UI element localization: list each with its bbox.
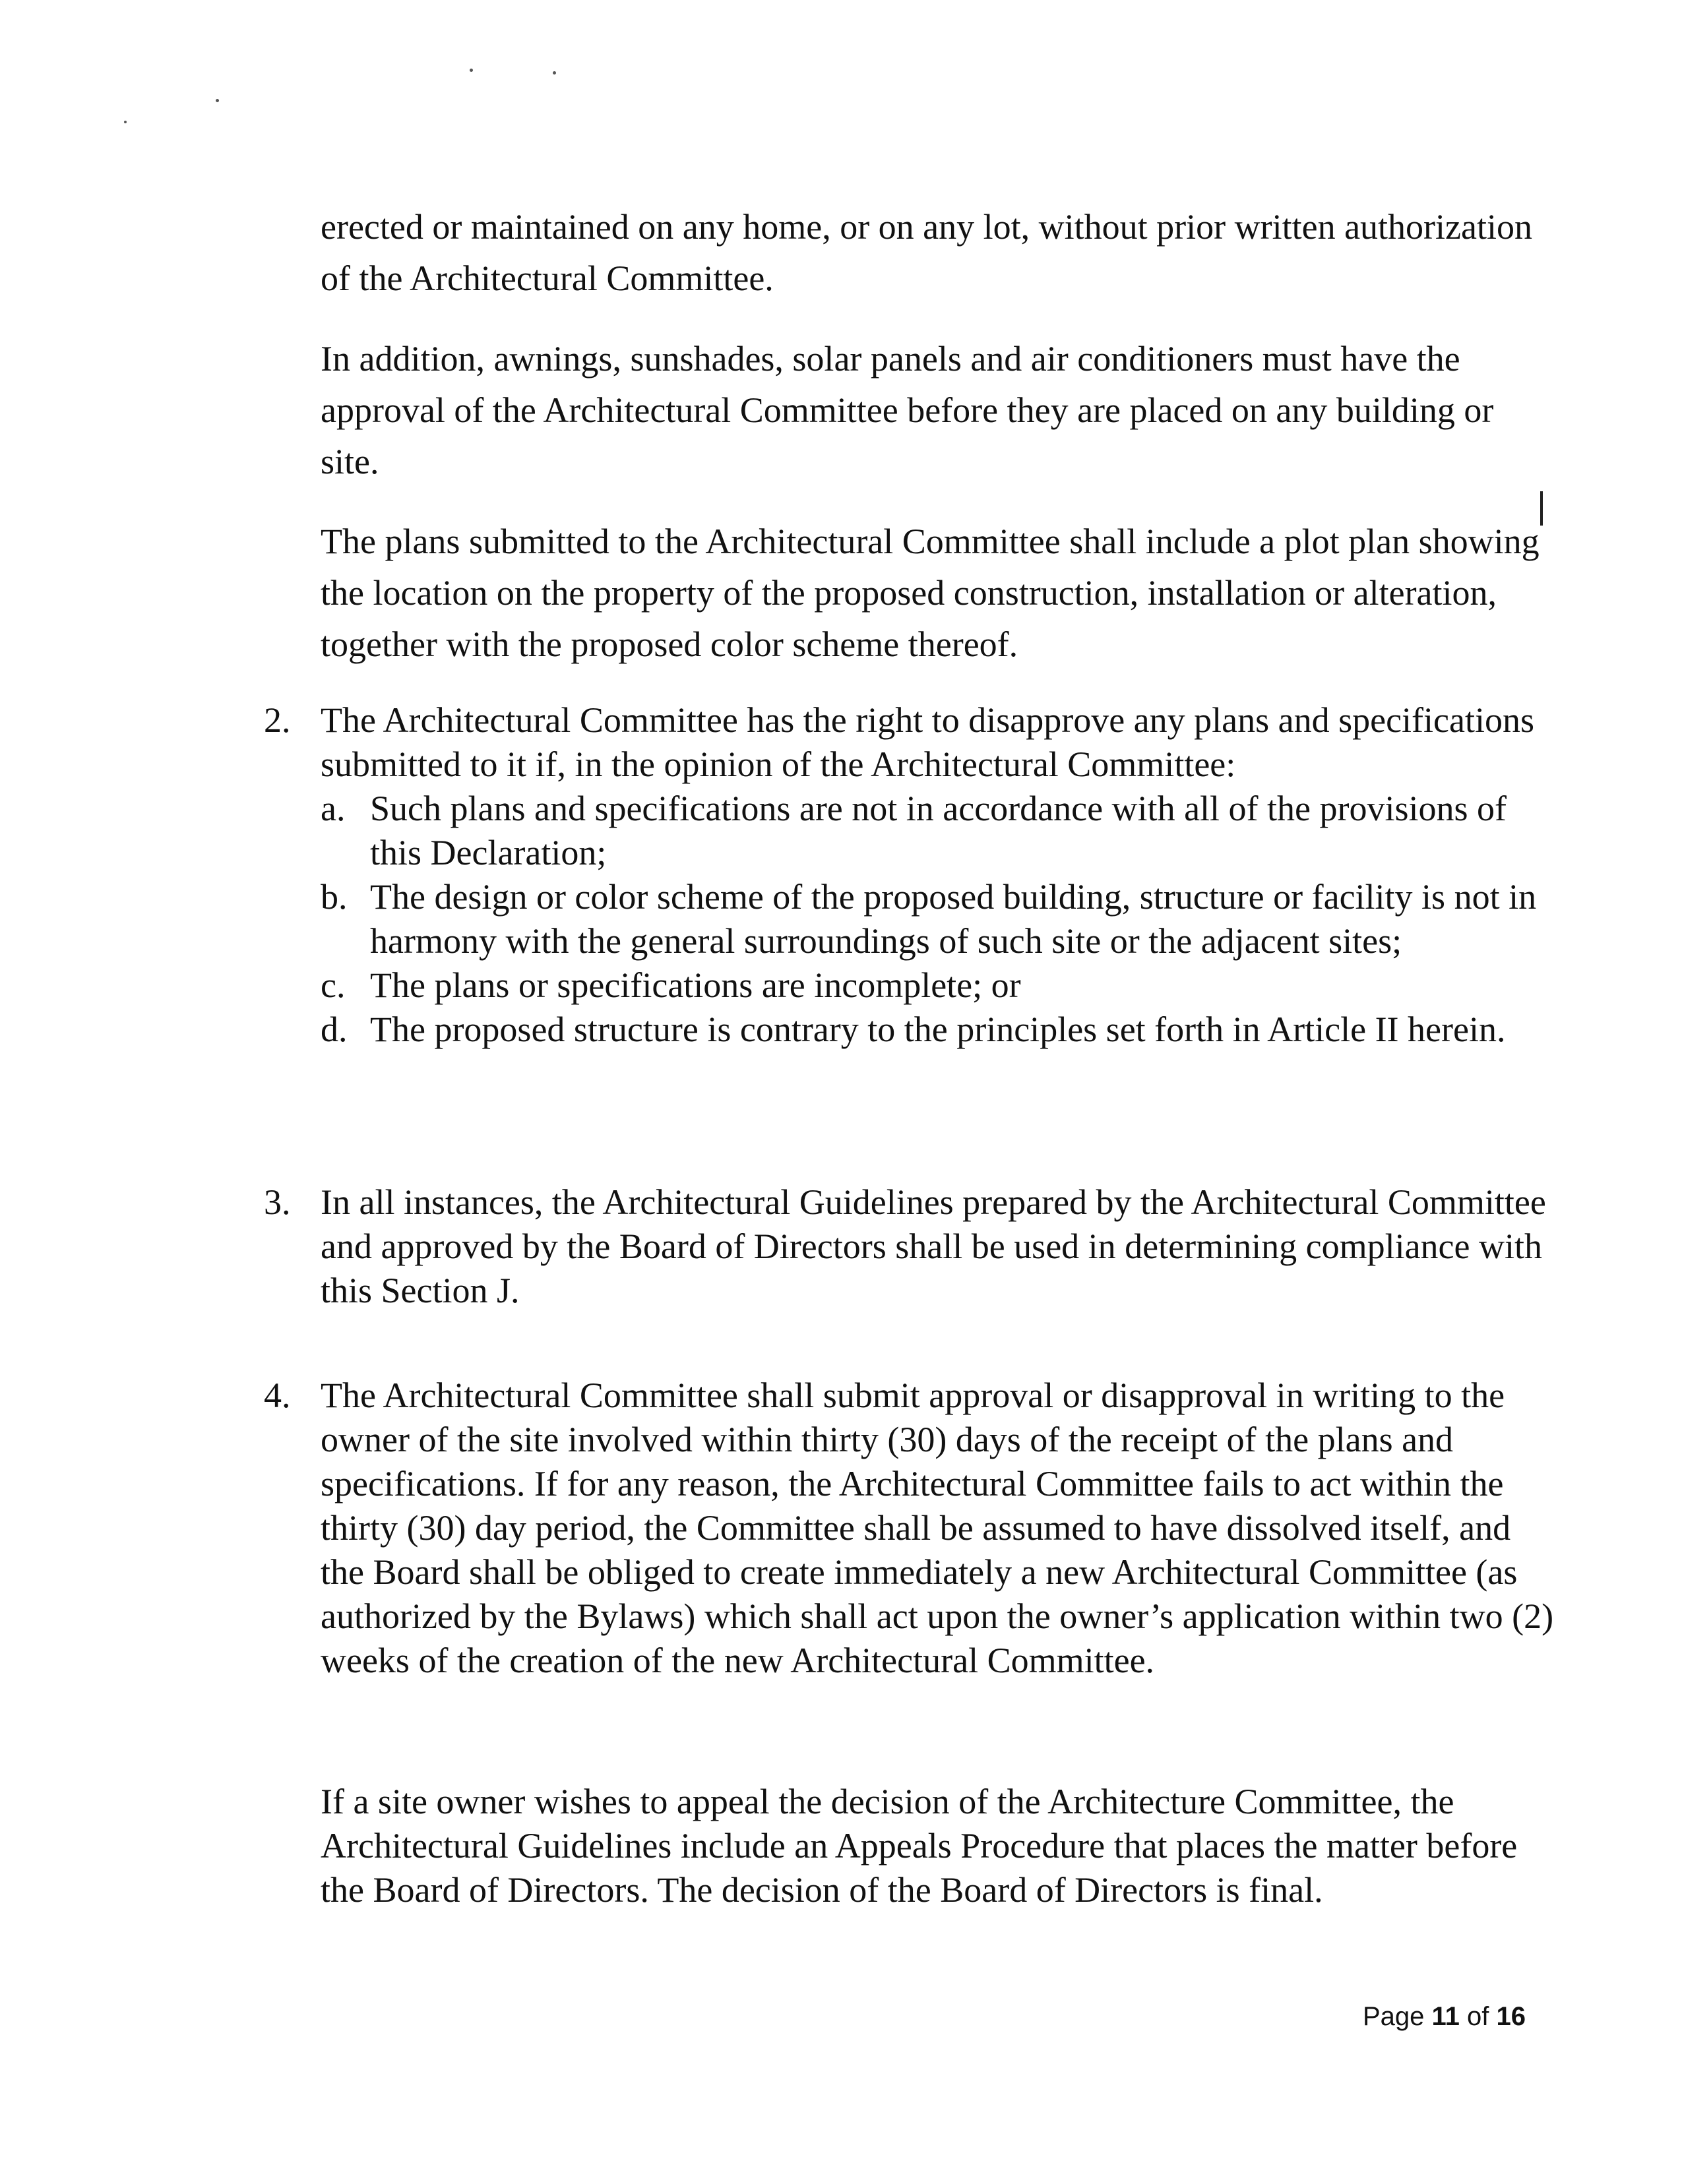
sub-item-letter: c. (321, 965, 346, 1005)
scan-speck (216, 99, 219, 102)
list-item-text: In all instances, the Architectural Guidelines prepared by the Architectural Committee and approved by the Board of Directors shall be used in determining compliance with this Section J. (321, 1182, 1546, 1310)
sub-item-text: The proposed structure is contrary to the principles set forth in Article II herein. (370, 1010, 1506, 1049)
list-item-text: The Architectural Committee has the right to disapprove any plans and specifications submitted to it if, in the opinion of the Architectural Committee: (321, 700, 1534, 784)
footer-of-word: of (1466, 2002, 1489, 2031)
page-number-footer (1363, 2002, 1526, 2032)
sub-item-text: Such plans and specifications are not in accordance with all of the provisions of this Declaration; (370, 789, 1507, 872)
sub-item-d (321, 1008, 1557, 1052)
sub-item-letter: a. (321, 789, 346, 828)
sub-item-letter: d. (321, 1010, 348, 1049)
list-item-2 (264, 698, 1557, 1052)
footer-page-total: 16 (1496, 2002, 1526, 2031)
sub-item-a (321, 787, 1557, 875)
list-number: 3. (264, 1182, 291, 1222)
list-item-4 (264, 1374, 1557, 1683)
list-number: 2. (264, 700, 291, 740)
list-item-4-body (264, 1374, 1557, 1683)
sub-item-text: The design or color scheme of the proposed building, structure or facility is not in harmony with the general surroundings of such site or the adjacent sites; (370, 877, 1537, 961)
list-number: 4. (264, 1376, 291, 1415)
paragraph-authorization: erected or maintained on any home, or on any lot, without prior written authorization of the Architectural Committee. (321, 207, 1532, 298)
list-item-2-body (264, 698, 1557, 1052)
sub-item-letter: b. (321, 877, 348, 917)
list-item-3-body (264, 1180, 1557, 1313)
scan-speck (470, 69, 473, 72)
list-item-3 (264, 1180, 1557, 1313)
list-item-text: The Architectural Committee shall submit approval or disapproval in writing to the owner of the site involved within thirty (30) days of the receipt of the plans and specifications. If for any reason, the Architectural Committee fails to act within the thirty (30) day period, the Committee shall be assumed to have dissolved itself, and the Board shall be obliged to create immediately a new Architectural Committee (as authorized by the Bylaws) which shall act upon the owner’s application within two (2) weeks of the creation of the new Architectural Committee. (321, 1376, 1554, 1680)
paragraph-awnings-approval: In addition, awnings, sunshades, solar panels and air conditioners must have the approval of the Architectural Committee before they are placed on any building or site. (321, 339, 1494, 481)
scan-speck (553, 71, 556, 75)
footer-page-current: 11 (1431, 2002, 1460, 2031)
sub-item-c (321, 963, 1557, 1008)
sub-item-text: The plans or specifications are incomplete; or (370, 965, 1021, 1005)
paragraph-appeals: If a site owner wishes to appeal the decision of the Architecture Committee, the Architectural Guidelines include an Appeals Procedure that places the matter before the Board of Directors. The decision of the Board of Directors is final. (321, 1782, 1518, 1910)
sub-item-b (321, 875, 1557, 963)
footer-page-word: Page (1363, 2002, 1425, 2031)
scan-speck (124, 121, 127, 123)
paragraph-plot-plan: The plans submitted to the Architectural Committee shall include a plot plan showing the location on the property of the proposed construction, installation or alteration, together with the proposed color scheme thereof. (321, 522, 1540, 664)
